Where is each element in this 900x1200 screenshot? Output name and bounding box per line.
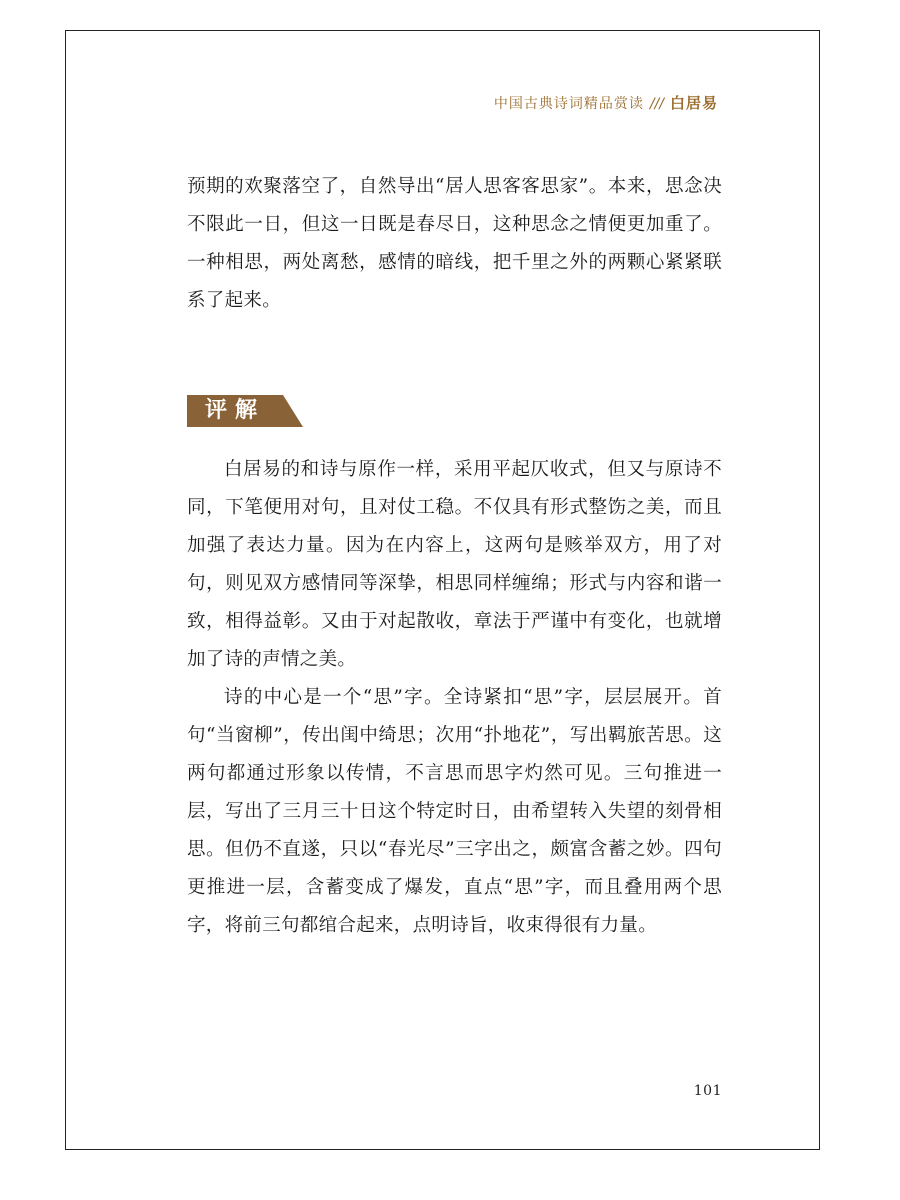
section-heading — [187, 395, 303, 427]
text-block-continuation — [187, 168, 722, 320]
running-header — [494, 92, 718, 113]
book-title: 中国古典诗词精品赏读 — [493, 96, 644, 112]
page-number: 101 — [693, 1083, 722, 1099]
paragraph-commentary-1: 白居易的和诗与原作一样，采用平起仄收式，但又与原诗不同，下笔便用对句，且对仗工稳。不仅具有形式整饬之美，而且加强了表达力量。因为在内容上，这两句是赅举双方，用了对句，则见双方感情同等深挚，相思同样缠绵；形式与内容和谐一致，相得益彰。又由于对起散收，章法于严谨中有变化，也就增加了诗的声情之美。 — [187, 459, 722, 670]
section-heading-label: 评解 — [205, 398, 266, 423]
paragraph-continuation: 预期的欢聚落空了，自然导出“居人思客客思家”。本来，思念决不限此一日，但这一日既是春尽日，这种思念之情便更加重了。一种相思，两处离愁，感情的暗线，把千里之外的两颗心紧紧联系了起来。 — [187, 176, 722, 311]
paragraph-commentary-2: 诗的中心是一个“思”字。全诗紧扣“思”字，层层展开。首句“当窗柳”，传出闺中绮思；次用“扑地花”，写出羁旅苦思。这两句都通过形象以传情，不言思而思字灼然可见。三句推进一层，写出了三月三十日这个特定时日，由希望转入失望的刻骨相思。但仍不直遂，只以“春光尽”三字出之，颇富含蓄之妙。四句更推进一层，含蓄变成了爆发，直点“思”字，而且叠用两个思字，将前三句都绾合起来，点明诗旨，收束得很有力量。 — [187, 687, 722, 936]
text-block-commentary — [187, 451, 722, 945]
header-separator: /// — [649, 96, 664, 112]
header-author: 白居易 — [669, 94, 718, 112]
